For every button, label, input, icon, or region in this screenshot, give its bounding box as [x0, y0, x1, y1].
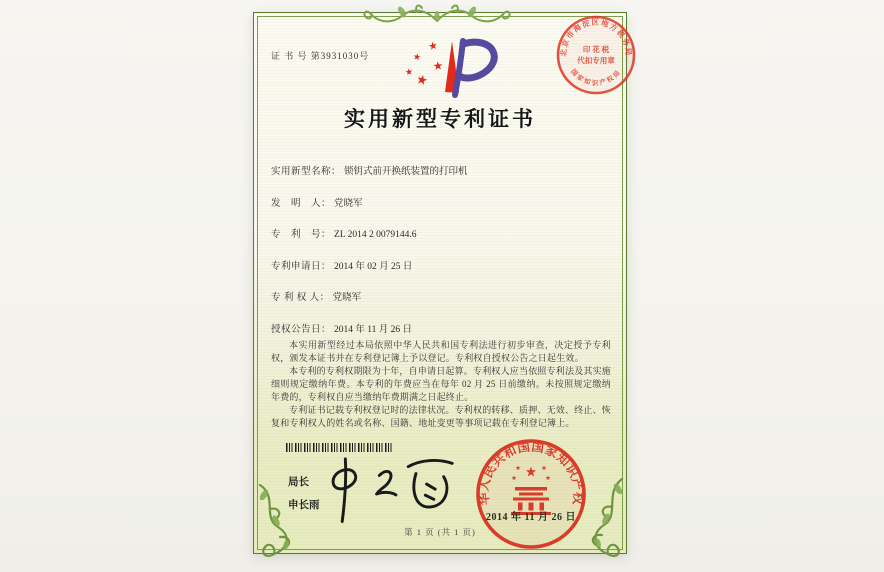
tax-seal-ring-top-text: 北京市海淀区地方税务局	[558, 17, 634, 57]
director-name: 申长雨	[288, 499, 320, 511]
sipo-logo-icon	[400, 35, 512, 99]
legal-text	[271, 339, 611, 430]
tax-seal-center-line2: 代扣专用章	[577, 56, 615, 65]
field-grant-date: 授权公告日： 2014 年 11 月 26 日	[271, 324, 413, 335]
tax-seal-ring-bottom-text: 国家知识产权局	[569, 68, 623, 88]
tax-seal-stamp	[554, 13, 638, 97]
legal-paragraph: 本专利的专利权期限为十年，自申请日起算。专利权人应当依照专利法及其实施细则规定缴纳年费。本专利的年费应当在每年 02 月 25 日前缴纳。未按照规定缴纳年费的，专利权自应当缴纳年费期满之日起终止。	[271, 366, 612, 402]
tax-seal-center-line1: 印 花 税	[582, 45, 610, 54]
seal-date: 2014 年 11 月 26 日	[486, 512, 576, 523]
barcode	[286, 443, 392, 452]
legal-paragraph: 本实用新型经过本局依照中华人民共和国专利法进行初步审查，决定授予专利权，颁发本证书并在专利登记簿上予以登记。专利权自授权公告之日起生效。	[271, 340, 611, 363]
page-footer: 第 1 页 (共 1 页)	[404, 527, 476, 537]
field-list	[271, 163, 611, 352]
director-title: 局长	[288, 476, 309, 488]
legal-paragraph: 专利证书记载专利权登记时的法律状况。专利权的转移、质押、无效、终止、恢复和专利权人的姓名或名称、国籍、地址变更等事项记载在专利登记簿上。	[271, 405, 612, 428]
field-inventor: 发 明 人： 党晓军	[271, 198, 363, 209]
field-patentee: 专 利 权 人： 党晓军	[271, 293, 362, 303]
field-filing-date: 专利申请日： 2014 年 02 月 25 日	[271, 261, 413, 272]
floral-flourish-top-icon	[362, 3, 512, 31]
certificate-page	[253, 12, 634, 554]
seal-ring-text: 中华人民共和国国家知识产权局	[467, 426, 586, 506]
certificate-title: 实用新型专利证书	[344, 107, 536, 131]
field-patent-number: 专 利 号： ZL 2014 2 0079144.6	[271, 230, 417, 240]
field-utility-model-name: 实用新型名称： 锁钥式前开换纸装置的打印机	[271, 167, 468, 177]
certificate-number: 证 书 号 第3931030号	[271, 51, 370, 61]
signature-script-icon	[310, 447, 474, 533]
